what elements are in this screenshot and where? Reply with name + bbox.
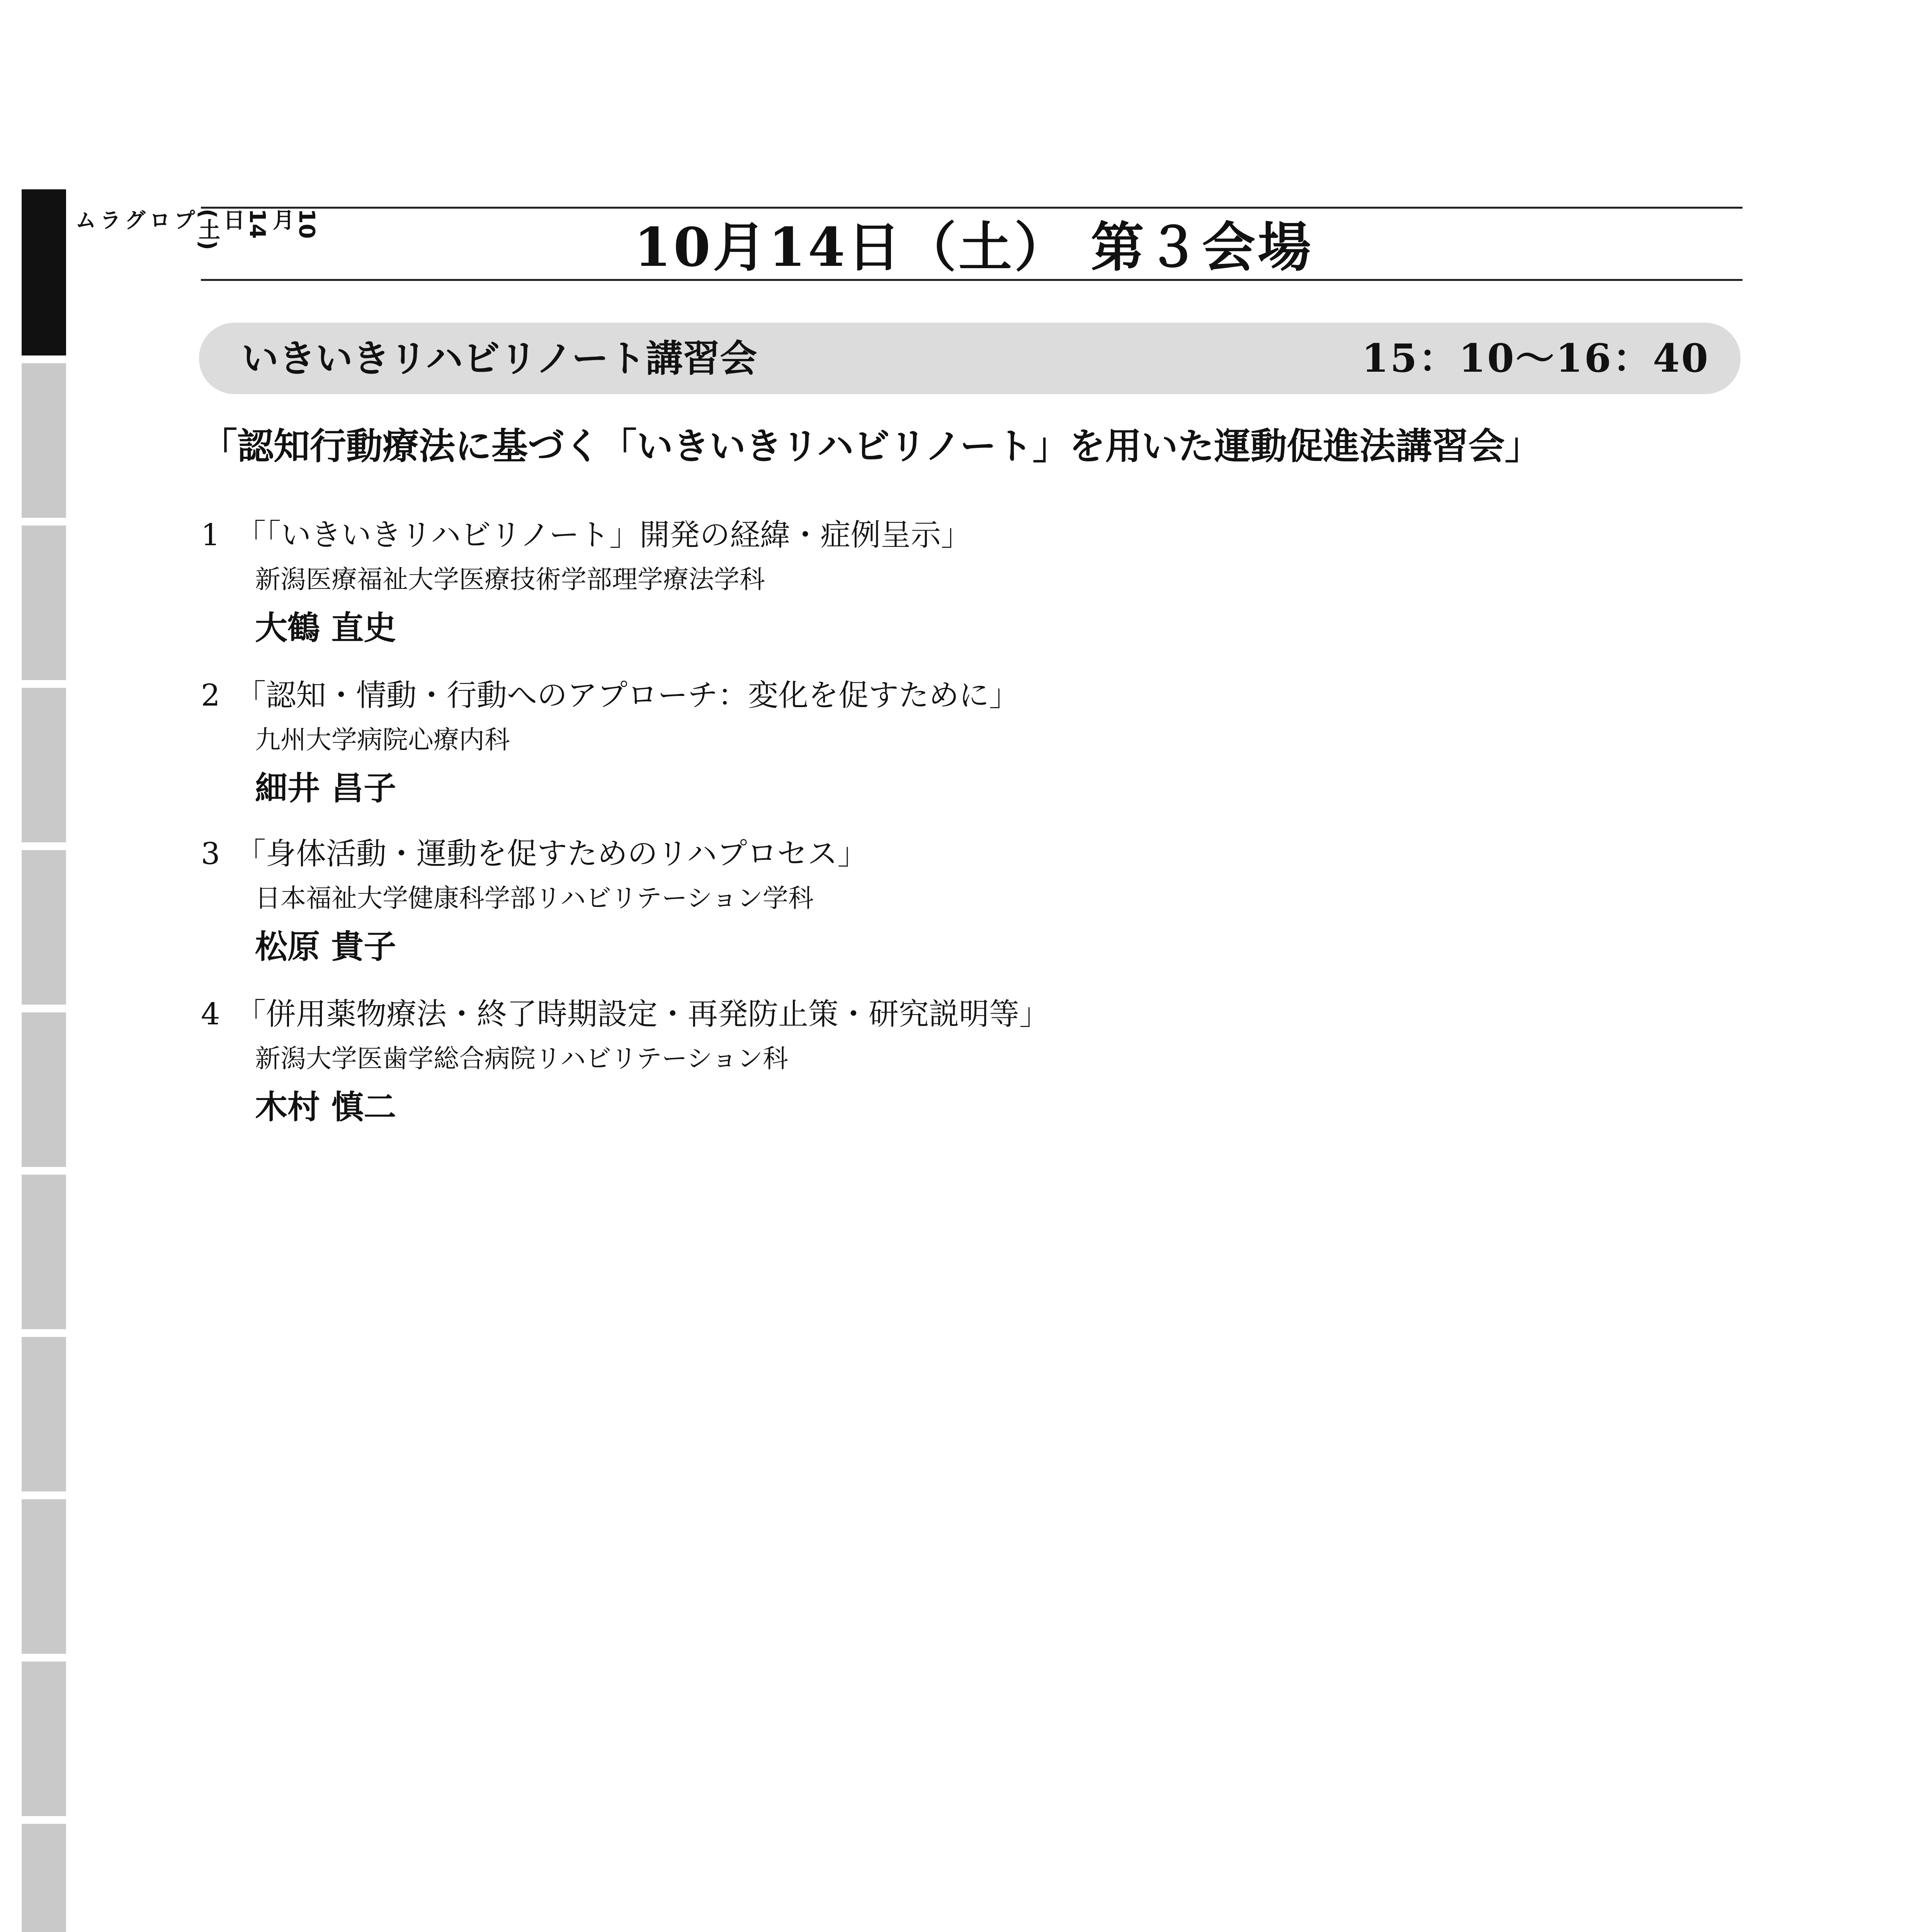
side-label-char: 10 bbox=[294, 209, 319, 239]
lecture-affiliation: 九州大学病院心療内科 bbox=[255, 725, 510, 755]
index-tab bbox=[22, 1824, 66, 1932]
header-bottom-rule bbox=[201, 279, 1743, 281]
lecture-number: 1 bbox=[201, 518, 220, 553]
header-top-rule bbox=[201, 207, 1743, 209]
lecture-title: 「認知・情動・行動へのアプローチ：変化を促すために」 bbox=[236, 678, 1020, 713]
lecture-speaker: 木村 慎二 bbox=[255, 1088, 396, 1126]
lecture-title: 「身体活動・運動を促すためのリハプロセス」 bbox=[236, 837, 868, 871]
lecture-number: 4 bbox=[201, 997, 220, 1032]
lecture-affiliation: 新潟医療福祉大学医療技術学部理学療法学科 bbox=[255, 565, 765, 594]
course-title: 「認知行動療法に基づく「いきいきリハビリノート」を用いた運動促進法講習会」 bbox=[201, 425, 1541, 468]
index-tab bbox=[22, 1662, 66, 1816]
index-tab bbox=[22, 526, 66, 680]
index-tab-active bbox=[22, 189, 66, 355]
side-label-char: (土) bbox=[195, 209, 220, 250]
lecture-title-line bbox=[201, 672, 1708, 719]
index-tab bbox=[22, 1175, 66, 1329]
lecture-title-line bbox=[201, 991, 1708, 1037]
side-label-char: 月 bbox=[269, 209, 294, 230]
side-label-char: 日 bbox=[220, 209, 245, 230]
index-tab bbox=[22, 1499, 66, 1654]
side-label-char: グ bbox=[121, 209, 146, 230]
lecture-speaker: 大鶴 直史 bbox=[255, 609, 396, 647]
lecture-number: 3 bbox=[201, 837, 220, 871]
session-time: 15：10～16：40 bbox=[1362, 335, 1710, 381]
session-band bbox=[199, 323, 1741, 394]
index-tab bbox=[22, 1012, 66, 1167]
lecture-item bbox=[201, 672, 1708, 815]
index-tab bbox=[22, 1337, 66, 1492]
lecture-number: 2 bbox=[201, 678, 220, 713]
lecture-item bbox=[201, 991, 1708, 1134]
index-tab bbox=[22, 363, 66, 518]
side-label-char: ラ bbox=[96, 209, 121, 230]
page-title: 10月14日（土） 第３会場 bbox=[634, 216, 1314, 279]
lecture-affiliation: 日本福祉大学健康科学部リハビリテーション学科 bbox=[255, 883, 814, 913]
side-label-char: ム bbox=[71, 209, 97, 230]
side-label-char: 14 bbox=[245, 209, 270, 239]
lecture-affiliation: 新潟大学医歯学総合病院リハビリテーション科 bbox=[255, 1044, 789, 1073]
lecture-title: 「併用薬物療法・終了時期設定・再発防止策・研究説明等」 bbox=[236, 997, 1050, 1032]
lecture-item bbox=[201, 831, 1708, 974]
lecture-title-line bbox=[201, 512, 1708, 558]
lecture-speaker: 細井 昌子 bbox=[255, 769, 396, 807]
side-label-char: ロ bbox=[146, 209, 171, 230]
lecture-item bbox=[201, 512, 1708, 655]
side-label-char: プ bbox=[170, 209, 196, 230]
lecture-speaker: 松原 貴子 bbox=[255, 927, 396, 966]
index-tab bbox=[22, 688, 66, 842]
lecture-title-line bbox=[201, 831, 1708, 877]
session-name: いきいきリハビリノート講習会 bbox=[241, 337, 757, 380]
index-tab bbox=[22, 850, 66, 1005]
lecture-title: 「「いきいきリハビリノート」開発の経緯・症例呈示」 bbox=[236, 518, 971, 553]
